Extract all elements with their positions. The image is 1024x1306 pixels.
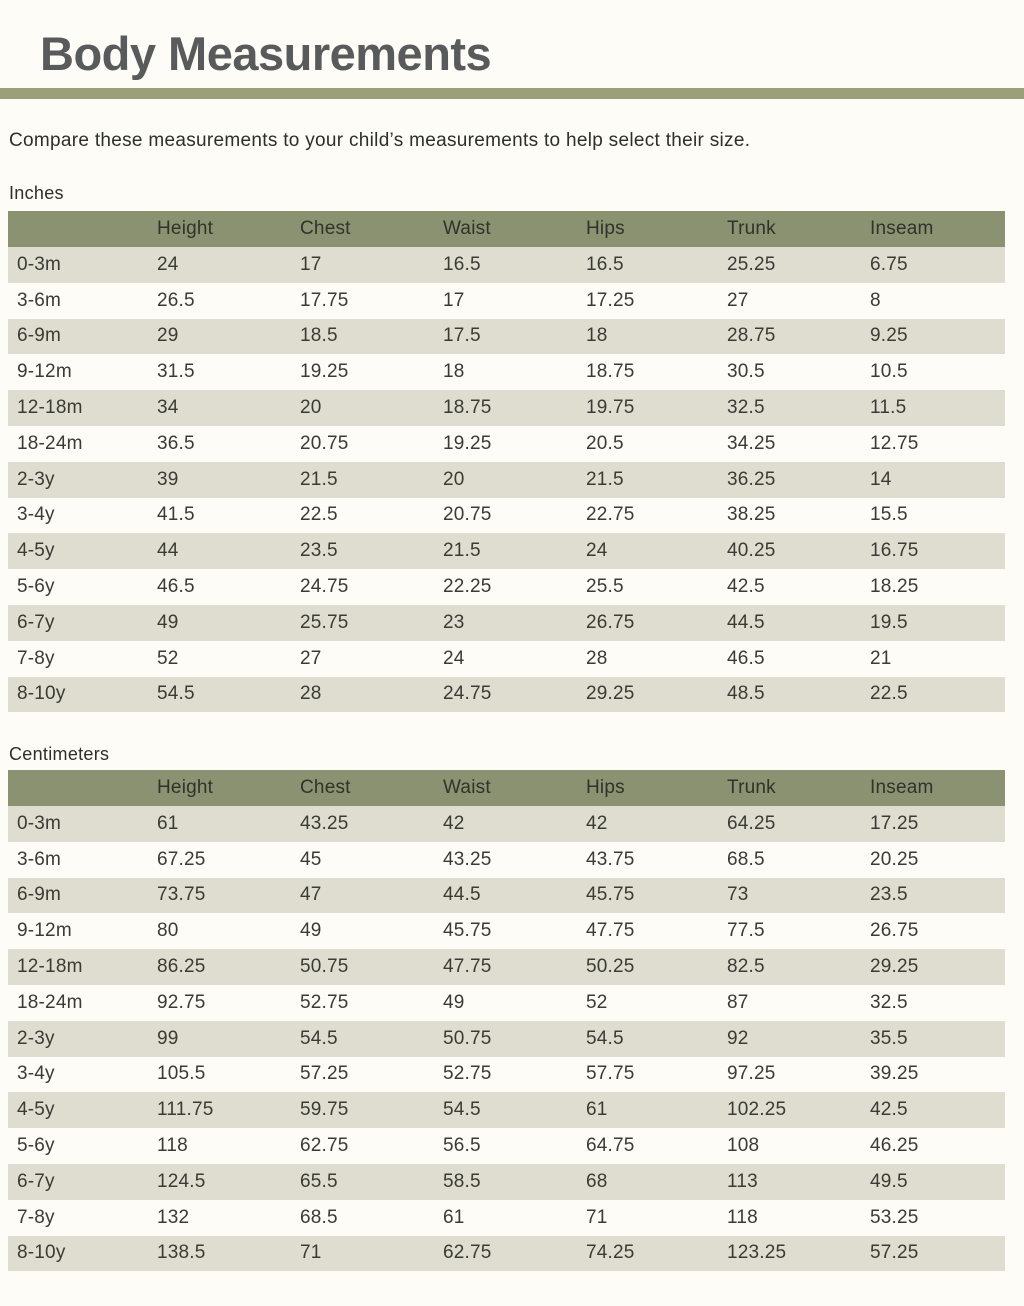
cell: 52 bbox=[157, 647, 179, 669]
cell: 42 bbox=[443, 806, 586, 842]
cell: 18 bbox=[586, 319, 727, 355]
corner-cell bbox=[8, 211, 157, 247]
row-label: 2-3y bbox=[8, 462, 157, 498]
row-label: 6-7y bbox=[8, 605, 157, 641]
cell: 71 bbox=[300, 1236, 443, 1272]
table-row bbox=[8, 354, 1005, 390]
cell: 42 bbox=[586, 806, 727, 842]
table-row bbox=[8, 1057, 1005, 1093]
column-header: Chest bbox=[300, 770, 443, 806]
inches-table bbox=[8, 211, 1005, 712]
table-row bbox=[8, 1128, 1005, 1164]
table-row bbox=[8, 1236, 1005, 1272]
cell: 44.5 bbox=[443, 878, 586, 914]
cell: 46.5 bbox=[727, 647, 765, 669]
table-row bbox=[8, 569, 1005, 605]
cell: 14 bbox=[870, 462, 1005, 498]
row-label: 3-4y bbox=[17, 504, 55, 526]
cell: 52 bbox=[586, 991, 608, 1013]
cell: 15.5 bbox=[870, 504, 908, 526]
cell: 57.75 bbox=[586, 1063, 635, 1085]
section-label-centimeters: Centimeters bbox=[9, 744, 110, 764]
row-label: 6-9m bbox=[8, 878, 157, 914]
centimeters-table bbox=[8, 770, 1005, 1271]
cell: 77.5 bbox=[727, 920, 765, 942]
cell: 44 bbox=[157, 533, 300, 569]
cell: 62.75 bbox=[300, 1135, 349, 1157]
cell: 11.5 bbox=[870, 390, 1005, 426]
cell: 58.5 bbox=[443, 1164, 586, 1200]
table-row bbox=[8, 462, 1005, 498]
cell: 22.5 bbox=[300, 504, 338, 526]
cell: 20 bbox=[300, 390, 443, 426]
table-row bbox=[8, 985, 1005, 1021]
cell: 39 bbox=[157, 462, 300, 498]
cell: 43.75 bbox=[586, 848, 635, 870]
cell: 26.75 bbox=[586, 605, 727, 641]
cell: 123.25 bbox=[727, 1236, 870, 1272]
cell: 10.5 bbox=[870, 361, 908, 383]
cell: 61 bbox=[157, 806, 300, 842]
cell: 53.25 bbox=[870, 1206, 919, 1228]
cell: 64.75 bbox=[586, 1135, 635, 1157]
row-label: 7-8y bbox=[17, 647, 55, 669]
cell: 62.75 bbox=[443, 1236, 586, 1272]
cell: 41.5 bbox=[157, 504, 195, 526]
cell: 34.25 bbox=[727, 432, 776, 454]
table-row bbox=[8, 842, 1005, 878]
header-row bbox=[8, 211, 1005, 247]
cell: 49.5 bbox=[870, 1164, 1005, 1200]
row-label: 3-6m bbox=[17, 289, 62, 311]
cell: 118 bbox=[157, 1135, 188, 1157]
row-label: 6-9m bbox=[8, 319, 157, 355]
cell: 108 bbox=[727, 1135, 760, 1157]
cell: 18.25 bbox=[870, 576, 919, 598]
cell: 40.25 bbox=[727, 533, 870, 569]
cell: 17.5 bbox=[443, 319, 586, 355]
cell: 29.25 bbox=[870, 949, 1005, 985]
row-label: 5-6y bbox=[17, 1135, 55, 1157]
row-label: 12-18m bbox=[8, 390, 157, 426]
cell: 138.5 bbox=[157, 1236, 300, 1272]
cell: 16.5 bbox=[586, 247, 727, 283]
cell: 86.25 bbox=[157, 949, 300, 985]
cell: 61 bbox=[586, 1092, 727, 1128]
cell: 34 bbox=[157, 390, 300, 426]
cell: 29 bbox=[157, 319, 300, 355]
cell: 105.5 bbox=[157, 1063, 206, 1085]
row-label: 12-18m bbox=[8, 949, 157, 985]
cell: 46.5 bbox=[157, 576, 195, 598]
cell: 19.25 bbox=[300, 361, 349, 383]
cell: 22.5 bbox=[870, 677, 1005, 713]
cell: 80 bbox=[157, 920, 179, 942]
row-label: 0-3m bbox=[8, 806, 157, 842]
table-row bbox=[8, 247, 1005, 283]
cell: 25.25 bbox=[727, 247, 870, 283]
cell: 44.5 bbox=[727, 605, 870, 641]
cell: 113 bbox=[727, 1164, 870, 1200]
cell: 47 bbox=[300, 878, 443, 914]
cell: 57.25 bbox=[300, 1063, 349, 1085]
cell: 30.5 bbox=[727, 361, 765, 383]
cell: 47.75 bbox=[586, 920, 635, 942]
cell: 92 bbox=[727, 1021, 870, 1057]
cell: 87 bbox=[727, 991, 749, 1013]
cell: 54.5 bbox=[443, 1092, 586, 1128]
cell: 49 bbox=[157, 605, 300, 641]
table-row bbox=[8, 533, 1005, 569]
cell: 68 bbox=[586, 1164, 727, 1200]
cell: 28 bbox=[586, 647, 608, 669]
cell: 28 bbox=[300, 677, 443, 713]
table-row bbox=[8, 913, 1005, 949]
header-row bbox=[8, 770, 1005, 806]
cell: 49 bbox=[443, 991, 465, 1013]
cell: 50.75 bbox=[300, 949, 443, 985]
cell: 39.25 bbox=[870, 1063, 919, 1085]
row-label: 9-12m bbox=[17, 920, 72, 942]
cell: 21.5 bbox=[443, 533, 586, 569]
column-header: Inseam bbox=[870, 770, 1005, 806]
cell: 71 bbox=[586, 1206, 608, 1228]
cell: 22.25 bbox=[443, 576, 492, 598]
cell: 73.75 bbox=[157, 878, 300, 914]
cell: 20.25 bbox=[870, 848, 919, 870]
intro-text: Compare these measurements to your child’s measurements to help select their size. bbox=[9, 130, 751, 151]
cell: 32.5 bbox=[727, 390, 870, 426]
cell: 54.5 bbox=[300, 1021, 443, 1057]
table-row bbox=[8, 1092, 1005, 1128]
cell: 118 bbox=[727, 1206, 758, 1228]
table-row bbox=[8, 1200, 1005, 1236]
cell: 20 bbox=[443, 462, 586, 498]
cell: 102.25 bbox=[727, 1092, 870, 1128]
cell: 68.5 bbox=[300, 1206, 338, 1228]
cell: 59.75 bbox=[300, 1092, 443, 1128]
row-label: 18-24m bbox=[17, 432, 83, 454]
cell: 17 bbox=[300, 247, 443, 283]
row-label: 6-7y bbox=[8, 1164, 157, 1200]
cell: 8 bbox=[870, 289, 881, 311]
cell: 20.75 bbox=[443, 504, 492, 526]
page-title: Body Measurements bbox=[40, 27, 492, 80]
cell: 67.25 bbox=[157, 848, 206, 870]
cell: 54.5 bbox=[586, 1021, 727, 1057]
cell: 28.75 bbox=[727, 319, 870, 355]
table-row bbox=[8, 806, 1005, 842]
table-row bbox=[8, 426, 1005, 462]
cell: 25.5 bbox=[586, 576, 624, 598]
cell: 64.25 bbox=[727, 806, 870, 842]
cell: 45.75 bbox=[443, 920, 492, 942]
table-row bbox=[8, 1021, 1005, 1057]
table-row bbox=[8, 605, 1005, 641]
cell: 24 bbox=[443, 647, 465, 669]
cell: 31.5 bbox=[157, 361, 195, 383]
cell: 21.5 bbox=[300, 462, 443, 498]
cell: 27 bbox=[300, 647, 322, 669]
cell: 43.25 bbox=[300, 806, 443, 842]
column-header: Chest bbox=[300, 211, 443, 247]
table-row bbox=[8, 641, 1005, 677]
cell: 92.75 bbox=[157, 991, 206, 1013]
cell: 38.25 bbox=[727, 504, 776, 526]
cell: 50.75 bbox=[443, 1021, 586, 1057]
cell: 19.5 bbox=[870, 605, 1005, 641]
cell: 36.5 bbox=[157, 432, 195, 454]
cell: 65.5 bbox=[300, 1164, 443, 1200]
row-label: 3-4y bbox=[17, 1063, 55, 1085]
cell: 18.75 bbox=[443, 390, 586, 426]
column-header: Waist bbox=[443, 211, 586, 247]
cell: 124.5 bbox=[157, 1164, 300, 1200]
row-label: 9-12m bbox=[17, 361, 72, 383]
column-header: Inseam bbox=[870, 211, 1005, 247]
column-header: Trunk bbox=[727, 211, 870, 247]
cell: 12.75 bbox=[870, 432, 919, 454]
cell: 24.75 bbox=[443, 677, 586, 713]
cell: 20.75 bbox=[300, 432, 349, 454]
cell: 17.25 bbox=[586, 289, 635, 311]
cell: 26.75 bbox=[870, 920, 919, 942]
cell: 24 bbox=[586, 533, 727, 569]
cell: 20.5 bbox=[586, 432, 624, 454]
cell: 18 bbox=[443, 361, 465, 383]
table-row bbox=[8, 677, 1005, 713]
cell: 45.75 bbox=[586, 878, 727, 914]
cell: 97.25 bbox=[727, 1063, 776, 1085]
cell: 21.5 bbox=[586, 462, 727, 498]
cell: 68.5 bbox=[727, 848, 765, 870]
column-header: Height bbox=[157, 211, 300, 247]
row-label: 5-6y bbox=[17, 576, 55, 598]
row-label: 4-5y bbox=[8, 1092, 157, 1128]
cell: 99 bbox=[157, 1021, 300, 1057]
cell: 17.25 bbox=[870, 806, 1005, 842]
cell: 50.25 bbox=[586, 949, 727, 985]
table-row bbox=[8, 949, 1005, 985]
cell: 61 bbox=[443, 1206, 465, 1228]
cell: 52.75 bbox=[300, 991, 349, 1013]
cell: 52.75 bbox=[443, 1063, 492, 1085]
cell: 111.75 bbox=[157, 1092, 300, 1128]
table-row bbox=[8, 319, 1005, 355]
section-label-inches: Inches bbox=[9, 183, 64, 203]
cell: 46.25 bbox=[870, 1135, 919, 1157]
row-label: 0-3m bbox=[8, 247, 157, 283]
cell: 9.25 bbox=[870, 319, 1005, 355]
cell: 49 bbox=[300, 920, 322, 942]
column-header: Hips bbox=[586, 211, 727, 247]
corner-cell bbox=[8, 770, 157, 806]
row-label: 8-10y bbox=[8, 1236, 157, 1272]
cell: 48.5 bbox=[727, 677, 870, 713]
cell: 26.5 bbox=[157, 289, 195, 311]
cell: 73 bbox=[727, 878, 870, 914]
column-header: Trunk bbox=[727, 770, 870, 806]
cell: 42.5 bbox=[870, 1092, 1005, 1128]
cell: 35.5 bbox=[870, 1021, 1005, 1057]
cell: 132 bbox=[157, 1206, 190, 1228]
column-header: Hips bbox=[586, 770, 727, 806]
cell: 19.75 bbox=[586, 390, 727, 426]
cell: 18.5 bbox=[300, 319, 443, 355]
cell: 16.75 bbox=[870, 533, 1005, 569]
cell: 23.5 bbox=[870, 878, 1005, 914]
table-row bbox=[8, 283, 1005, 319]
cell: 19.25 bbox=[443, 432, 492, 454]
cell: 74.25 bbox=[586, 1236, 727, 1272]
cell: 24 bbox=[157, 247, 300, 283]
cell: 57.25 bbox=[870, 1236, 1005, 1272]
cell: 45 bbox=[300, 848, 322, 870]
cell: 21 bbox=[870, 647, 892, 669]
row-label: 8-10y bbox=[8, 677, 157, 713]
cell: 6.75 bbox=[870, 247, 1005, 283]
cell: 18.75 bbox=[586, 361, 635, 383]
cell: 27 bbox=[727, 289, 749, 311]
cell: 22.75 bbox=[586, 504, 635, 526]
cell: 43.25 bbox=[443, 848, 492, 870]
table-row bbox=[8, 1164, 1005, 1200]
cell: 23 bbox=[443, 605, 586, 641]
table-row bbox=[8, 878, 1005, 914]
cell: 36.25 bbox=[727, 462, 870, 498]
row-label: 4-5y bbox=[8, 533, 157, 569]
row-label: 7-8y bbox=[17, 1206, 55, 1228]
cell: 47.75 bbox=[443, 949, 586, 985]
cell: 56.5 bbox=[443, 1135, 481, 1157]
cell: 23.5 bbox=[300, 533, 443, 569]
cell: 29.25 bbox=[586, 677, 727, 713]
cell: 82.5 bbox=[727, 949, 870, 985]
table-row bbox=[8, 498, 1005, 534]
row-label: 18-24m bbox=[17, 991, 83, 1013]
column-header: Height bbox=[157, 770, 300, 806]
cell: 32.5 bbox=[870, 991, 908, 1013]
table-row bbox=[8, 390, 1005, 426]
cell: 16.5 bbox=[443, 247, 586, 283]
accent-divider-bar bbox=[0, 88, 1024, 99]
cell: 25.75 bbox=[300, 605, 443, 641]
cell: 54.5 bbox=[157, 677, 300, 713]
cell: 17 bbox=[443, 289, 465, 311]
cell: 42.5 bbox=[727, 576, 765, 598]
row-label: 2-3y bbox=[8, 1021, 157, 1057]
cell: 17.75 bbox=[300, 289, 349, 311]
row-label: 3-6m bbox=[17, 848, 62, 870]
column-header: Waist bbox=[443, 770, 586, 806]
cell: 24.75 bbox=[300, 576, 349, 598]
